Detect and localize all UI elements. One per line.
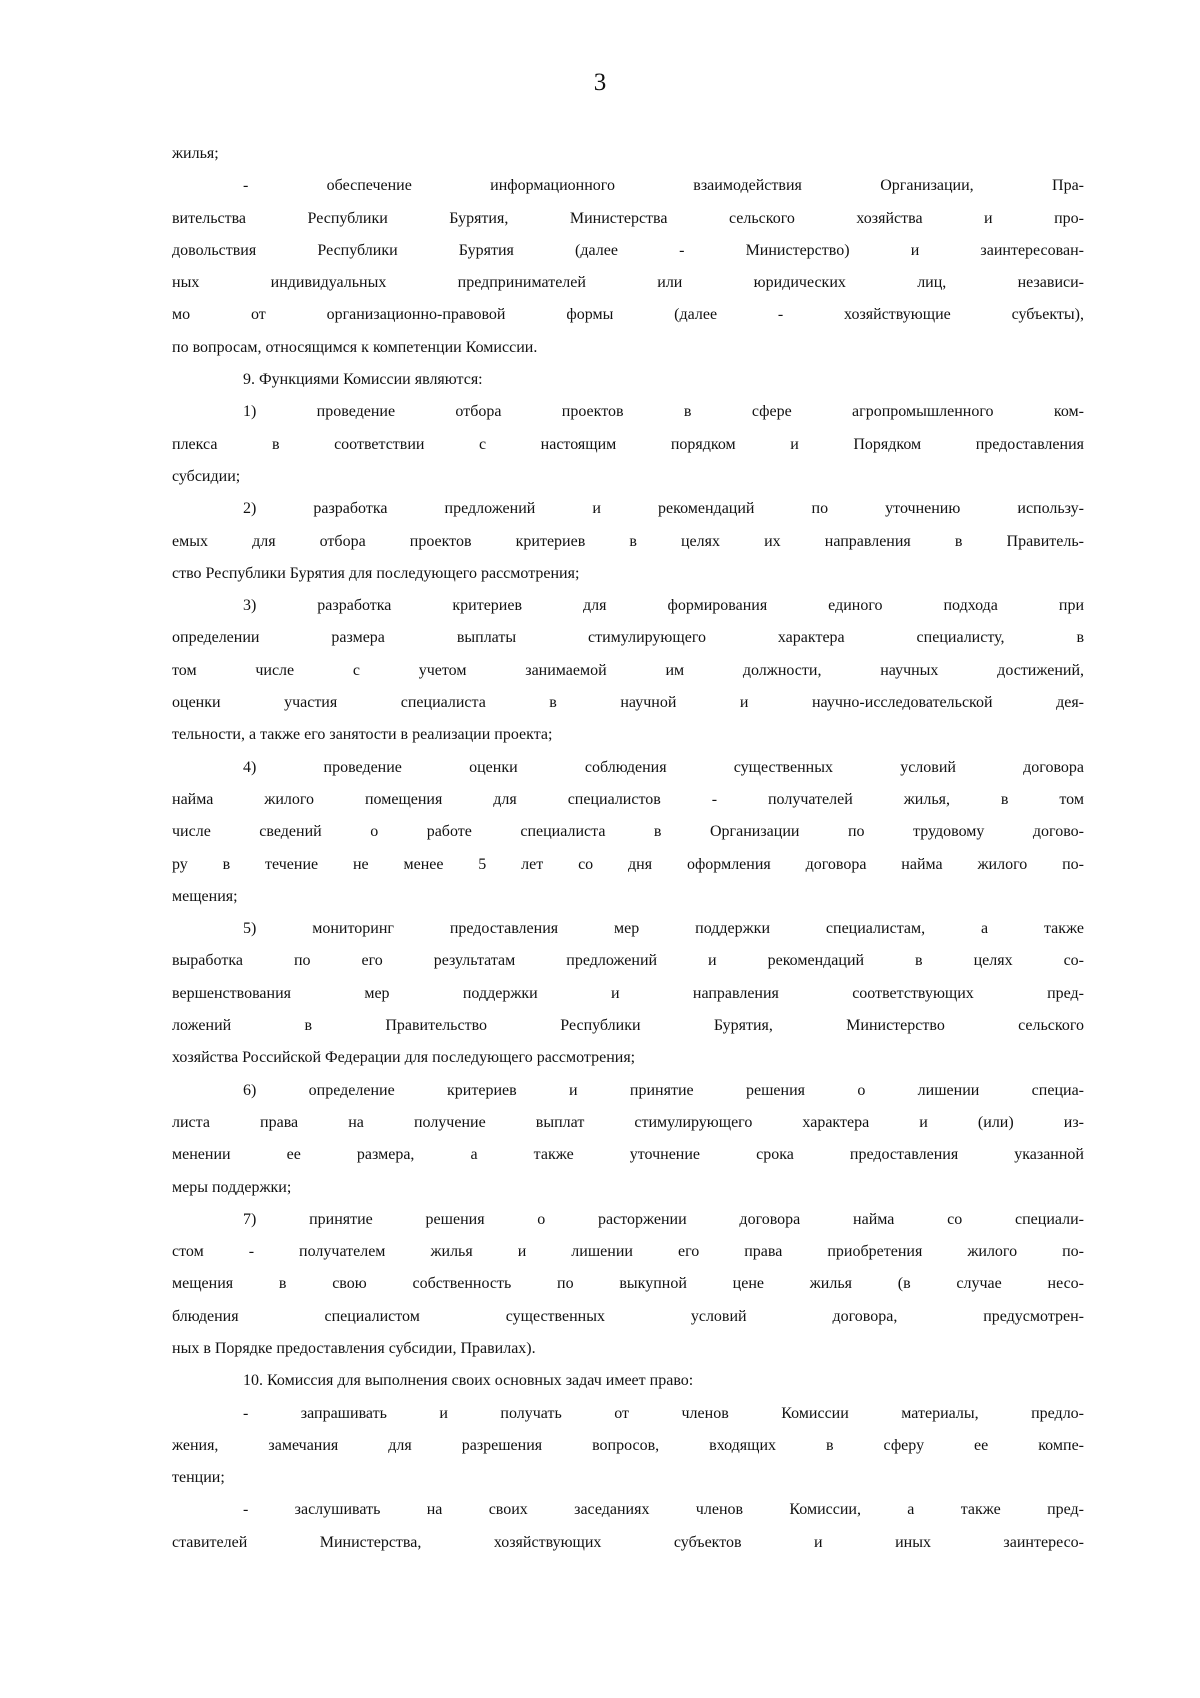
text-line: вительства Республики Бурятия, Министерства сельского хозяйства и про- [172,209,1084,227]
text-line: ставителей Министерства, хозяйствующих субъектов и иных заинтересо- [172,1533,1084,1551]
page-number: 3 [593,69,607,96]
text-line: ру в течение не менее 5 лет со дня оформления договора найма жилого по- [172,855,1084,873]
text-line: листа права на получение выплат стимулирующего характера и (или) из- [172,1113,1084,1131]
text-line: блюдения специалистом существенных условий договора, предусмотрен- [172,1307,1084,1325]
text-line: том числе с учетом занимаемой им должности, научных достижений, [172,661,1084,679]
text-line: - обеспечение информационного взаимодействия Организации, Пра- [243,177,1084,195]
text-line: - заслушивать на своих заседаниях членов Комиссии, а также пред- [243,1501,1084,1519]
text-line: стом - получателем жилья и лишении его права приобретения жилого по- [172,1243,1084,1261]
text-line: выработка по его результатам предложений и рекомендаций в целях со- [172,952,1084,970]
text-line: тельности, а также его занятости в реализации проекта; [172,726,553,744]
text-line: 5) мониторинг предоставления мер поддержки специалистам, а также [243,920,1084,938]
text-line: - запрашивать и получать от членов Комиссии материалы, предло- [243,1404,1084,1422]
text-line: 3) разработка критериев для формирования единого подхода при [243,597,1084,615]
text-line: ство Республики Бурятия для последующего рассмотрения; [172,564,580,582]
text-line: 10. Комиссия для выполнения своих основных задач имеет право: [243,1372,694,1390]
document-body [172,145,1084,1566]
text-line: найма жилого помещения для специалистов - получателей жилья, в том [172,790,1084,808]
text-line: 2) разработка предложений и рекомендаций по уточнению использу- [243,500,1084,518]
text-line: тенции; [172,1469,225,1487]
text-line: вершенствования мер поддержки и направления соответствующих пред- [172,984,1084,1002]
text-line: жилья; [172,145,219,162]
text-line: жения, замечания для разрешения вопросов, входящих в сферу ее компе- [172,1436,1084,1454]
text-line: 4) проведение оценки соблюдения существенных условий договора [243,758,1084,776]
text-line: довольствия Республики Бурятия (далее - Министерство) и заинтересован- [172,241,1084,259]
text-line: 7) принятие решения о расторжении договора найма со специали- [243,1210,1084,1228]
text-line: по вопросам, относящимся к компетенции Комиссии. [172,338,538,356]
text-line: хозяйства Российской Федерации для последующего рассмотрения; [172,1049,636,1067]
text-line: субсидии; [172,467,241,485]
text-line: 1) проведение отбора проектов в сфере агропромышленного ком- [243,403,1084,421]
text-line: меры поддержки; [172,1178,292,1196]
text-line: мо от организационно-правовой формы (далее - хозяйствующие субъекты), [172,306,1084,324]
text-line: ных в Порядке предоставления субсидии, Правилах). [172,1339,536,1357]
text-line: 6) определение критериев и принятие решения о лишении специа- [243,1081,1084,1099]
text-line: числе сведений о работе специалиста в Организации по трудовому догово- [172,823,1084,841]
text-line: ложений в Правительство Республики Бурятия, Министерство сельского [172,1017,1084,1035]
text-line: плекса в соответствии с настоящим порядком и Порядком предоставления [172,435,1084,453]
text-line: емых для отбора проектов критериев в целях их направления в Правитель- [172,532,1084,550]
text-line: оценки участия специалиста в научной и научно-исследовательской дея- [172,694,1084,712]
text-line: 9. Функциями Комиссии являются: [243,371,483,389]
text-line: мещения в свою собственность по выкупной цене жилья (в случае несо- [172,1275,1084,1293]
text-line: определении размера выплаты стимулирующего характера специалисту, в [172,629,1084,647]
text-line: менении ее размера, а также уточнение срока предоставления указанной [172,1146,1084,1164]
text-line: мещения; [172,887,238,905]
text-line: ных индивидуальных предпринимателей или юридических лиц, независи- [172,274,1084,292]
